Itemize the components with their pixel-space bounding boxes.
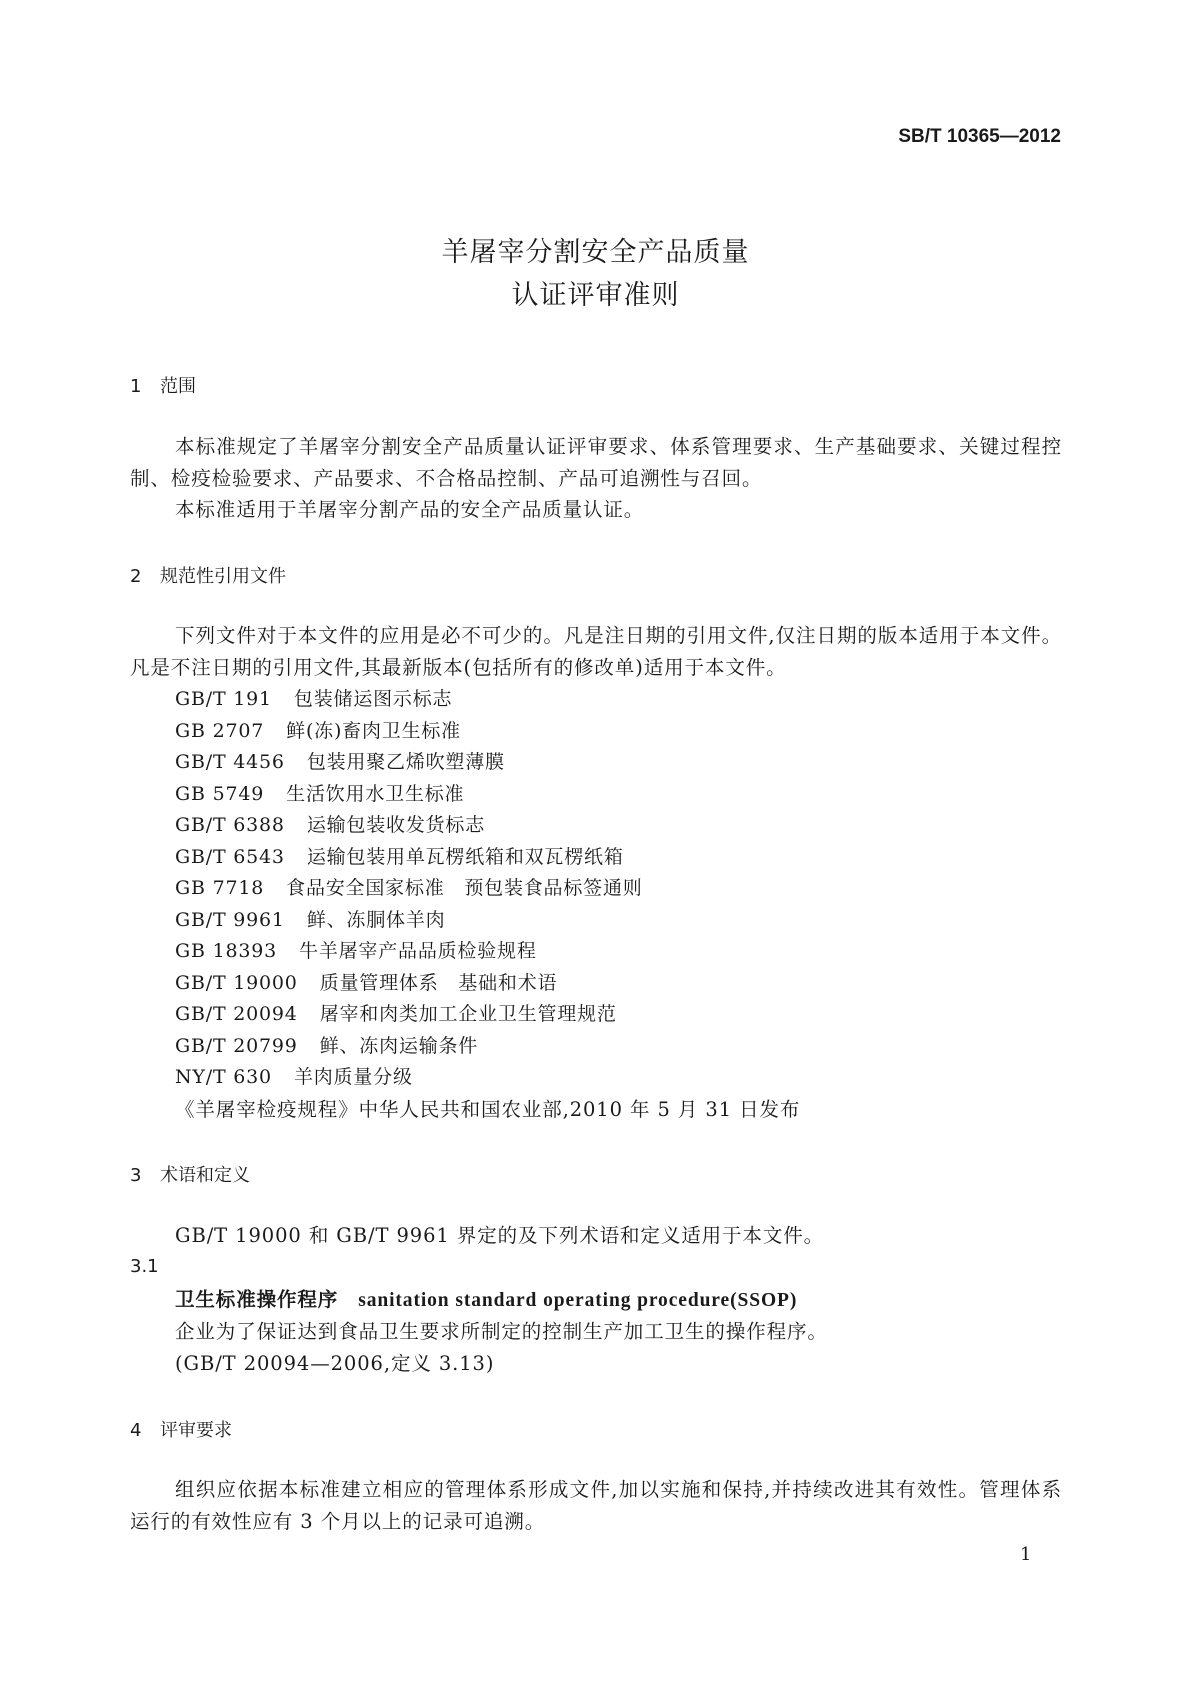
reference-code: NY/T 630 xyxy=(175,1066,272,1088)
reference-item xyxy=(175,873,643,905)
scope-paragraph-1: 本标准规定了羊屠宰分割安全产品质量认证评审要求、体系管理要求、生产基础要求、关键过程控制、检疫检验要求、产品要求、不合格品控制、产品可追溯性与召回。 xyxy=(130,435,1062,490)
term-zh: 卫生标准操作程序 xyxy=(175,1288,339,1311)
reference-code: GB/T 6388 xyxy=(175,814,285,836)
section-title: 评审要求 xyxy=(160,1420,232,1441)
reference-title: 运输包装收发货标志 xyxy=(306,814,486,836)
reference-item xyxy=(175,684,643,716)
term-source: (GB/T 20094—2006,定义 3.13) xyxy=(175,1352,495,1375)
reference-item xyxy=(175,747,643,779)
scope-paragraph-2: 本标准适用于羊屠宰分割产品的安全产品质量认证。 xyxy=(175,498,645,521)
reference-code: GB 5749 xyxy=(175,782,265,805)
section-title: 规范性引用文件 xyxy=(160,566,286,587)
reference-item xyxy=(175,999,643,1031)
term-en: sanitation standard operating procedure(SSOP) xyxy=(358,1290,798,1311)
section-heading-3 xyxy=(130,1161,250,1187)
section-heading-4 xyxy=(130,1416,232,1442)
reference-code: GB/T 4456 xyxy=(175,751,285,773)
term-number: 3.1 xyxy=(130,1256,159,1277)
reference-title: 鲜、冻肉运输条件 xyxy=(319,1034,479,1057)
reference-code: GB/T 20799 xyxy=(175,1034,298,1057)
section-number: 2 xyxy=(130,566,142,587)
section-title: 术语和定义 xyxy=(160,1165,250,1186)
section-heading-1 xyxy=(130,372,196,398)
reference-code: GB/T 9961 xyxy=(175,908,285,931)
reference-item xyxy=(175,716,643,748)
document-title-line1: 羊屠宰分割安全产品质量 xyxy=(441,237,750,268)
reference-code: GB 7718 xyxy=(175,877,265,899)
reference-code: GB 2707 xyxy=(175,719,265,742)
reference-code: GB/T 6543 xyxy=(175,845,285,868)
section-heading-2 xyxy=(130,562,286,588)
normative-references-intro: 下列文件对于本文件的应用是必不可少的。凡是注日期的引用文件,仅注日期的版本适用于本文件。凡是不注日期的引用文件,其最新版本(包括所有的修改单)适用于本文件。 xyxy=(130,624,1062,679)
reference-title: 生活饮用水卫生标准 xyxy=(286,782,465,805)
standard-number: SB/T 10365—2012 xyxy=(898,126,1061,147)
document-title-line2: 认证评审准则 xyxy=(511,280,680,311)
section-number: 3 xyxy=(130,1165,142,1186)
reference-title: 包装储运图示标志 xyxy=(293,688,453,710)
reference-title: 羊肉质量分级 xyxy=(293,1066,413,1088)
reference-title: 食品安全国家标准 预包装食品标签通则 xyxy=(286,877,643,899)
reference-title: 屠宰和肉类加工企业卫生管理规范 xyxy=(319,1003,617,1025)
review-requirements-paragraph: 组织应依据本标准建立相应的管理体系形成文件,加以实施和保持,并持续改进其有效性。管理体系运行的有效性应有 3 个月以上的记录可追溯。 xyxy=(130,1478,1062,1533)
reference-item xyxy=(175,1062,643,1094)
reference-item xyxy=(175,842,643,874)
reference-item xyxy=(175,905,643,937)
reference-item xyxy=(175,936,643,968)
reference-title: 鲜、冻胴体羊肉 xyxy=(306,908,446,931)
reference-code: GB/T 191 xyxy=(175,688,272,710)
reference-title: 质量管理体系 基础和术语 xyxy=(319,971,558,994)
terms-intro: GB/T 19000 和 GB/T 9961 界定的及下列术语和定义适用于本文件。 xyxy=(175,1224,825,1247)
reference-title: 牛羊屠宰产品品质检验规程 xyxy=(299,940,537,962)
page-number: 1 xyxy=(1020,1544,1032,1565)
reference-item xyxy=(175,1031,643,1063)
reference-title: 鲜(冻)畜肉卫生标准 xyxy=(286,719,461,742)
reference-title: 运输包装用单瓦楞纸箱和双瓦楞纸箱 xyxy=(306,845,624,868)
section-title: 范围 xyxy=(160,376,196,397)
section-number: 4 xyxy=(130,1420,142,1441)
reference-item xyxy=(175,810,643,842)
reference-extra: 《羊屠宰检疫规程》中华人民共和国农业部,2010 年 5 月 31 日发布 xyxy=(175,1098,801,1121)
section-number: 1 xyxy=(130,376,142,397)
reference-item xyxy=(175,968,643,1000)
term-heading xyxy=(175,1284,797,1317)
reference-code: GB/T 20094 xyxy=(175,1003,298,1025)
term-definition: 企业为了保证达到食品卫生要求所制定的控制生产加工卫生的操作程序。 xyxy=(175,1320,828,1343)
reference-item xyxy=(175,779,643,811)
reference-code: GB/T 19000 xyxy=(175,971,298,994)
reference-code: GB 18393 xyxy=(175,940,278,962)
reference-title: 包装用聚乙烯吹塑薄膜 xyxy=(306,751,505,773)
reference-list xyxy=(175,684,643,1094)
